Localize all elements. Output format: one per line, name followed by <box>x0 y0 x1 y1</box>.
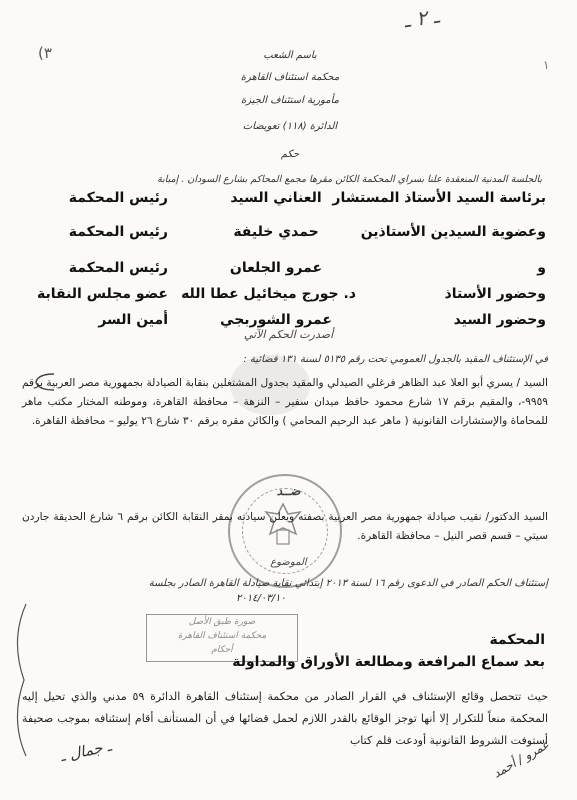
panel-row-member-1 <box>18 224 546 244</box>
panel-name: العناني السيد <box>230 190 322 206</box>
signature-right: عمرو / أحمد <box>490 737 552 781</box>
section-heading: بعد سماع المرافعة ومطالعة الأوراق والمداولة <box>232 654 545 670</box>
panel-name: د. جورج ميخائيل عطا الله <box>181 286 356 302</box>
panel-title: عضو مجلس النقابة <box>37 286 168 302</box>
panel-row-syndicate <box>18 286 546 306</box>
case-number-line: في الإستئناف المقيد بالجدول العمومي تحت رقم ٥١٣٥ لسنة ١٣١ قضائية : <box>243 354 548 365</box>
panel-role: برئاسة السيد الأستاذ المستشار <box>332 190 546 206</box>
panel-name: حمدي خليفة <box>233 224 319 240</box>
panel-row-member-2 <box>18 260 546 280</box>
respondent-paragraph: السيد الدكتور/ نقيب صيادلة جمهورية مصر العربية بصفته ويعلن سيادته بمقر النقابة الكائن برقم ٦ شارع الحديقة جاردن سيتي – قسم قصر النيل – محافظة القاهرة. <box>22 511 548 542</box>
stamp-line-1: صورة طبق الأصل <box>188 617 256 627</box>
court-label: المحكمة <box>489 632 545 648</box>
panel-role: وحضور السيد <box>453 312 546 328</box>
page-mark-left: (٣ <box>38 44 52 62</box>
header-line-2: محكمة استئناف القاهرة <box>240 72 340 83</box>
panel-title: رئيس المحكمة <box>68 190 168 206</box>
panel-role: و <box>537 260 546 276</box>
against-label: ضــد <box>276 484 301 498</box>
side-scribble-icon <box>4 600 34 760</box>
header-line-4: الدائرة (١١٨) تعويضات <box>242 121 338 132</box>
signature-left: ـ جمال ـ <box>58 736 114 766</box>
stamp-line-3: أحكام <box>211 645 233 655</box>
body-paragraph: حيث تتحصل وقائع الإستئناف في القرار الصادر من محكمة إستئناف القاهرة الدائرة ٥٩ مدني والذي تحيل إليه المحكمة منعاً للتكرار إلا أنها توجز الوقائع بالقدر اللازم لحمل قضائها في أن المستأنف أقام إستئنافه بموجب صحيفة أستوفت الشروط القانونية أودعت قلم كتاب <box>22 690 548 747</box>
panel-name: عمرو الشوربجي <box>220 312 332 328</box>
stamp-line-2: محكمة استئناف القاهرة <box>177 631 267 641</box>
panel-role: وحضور الأستاذ <box>444 286 546 302</box>
header-line-1: باسم الشعب <box>263 50 317 61</box>
page-number: ـ ٢ ـ <box>402 3 441 33</box>
header-line-5: حكم <box>280 149 300 160</box>
header-line-3: مأمورية استئناف الجيزة <box>241 95 339 106</box>
panel-title: رئيس المحكمة <box>68 260 168 276</box>
appellant-paragraph: السيد / يسري أبو العلا عبد الظاهر فرغلي الصيدلي والمقيد بجدول المشتغلين بنقابة الصيادلة بجمهورية مصر العربية برقم ٩٩٥٩-، والمقيم برقم ١٧ شارع محمود حافظ ميدان سفير – النزهة – محافظة القاهرة، وموطنه المختار مكتب ماهر للمحاماة والإستشارات القانونية ( ماهر عبد الرحيم المحامي ) والكائن مقره برقم ٣٠ شارع ٢٦ يوليو – محافظة القاهرة. <box>22 377 548 427</box>
issued-line: أصدرت الحكم الآتي <box>243 328 334 341</box>
panel-row-president <box>18 190 546 210</box>
subject-label: الموضوع <box>270 557 307 568</box>
corner-mark: ١ <box>543 58 550 72</box>
panel-role: وعضوية السيدين الأستاذين <box>360 224 546 240</box>
session-intro: بالجلسة المدنية المنعقدة علنا بسراي المحكمة الكائن مقرها مجمع المحاكم بشارع السودان . إمبابة <box>157 174 542 185</box>
panel-name: عمرو الجلعان <box>229 260 323 276</box>
appeal-line: إستئناف الحكم الصادر في الدعوى رقم ١٦ لسنة ٢٠١٣ إبتدائي نقابة صيادلة القاهرة الصادر بجلسة <box>148 578 548 589</box>
appeal-date: ٢٠١٤/٠٣/١٠ <box>236 593 286 604</box>
panel-title: رئيس المحكمة <box>68 224 168 240</box>
panel-title: أمين السر <box>98 312 168 328</box>
